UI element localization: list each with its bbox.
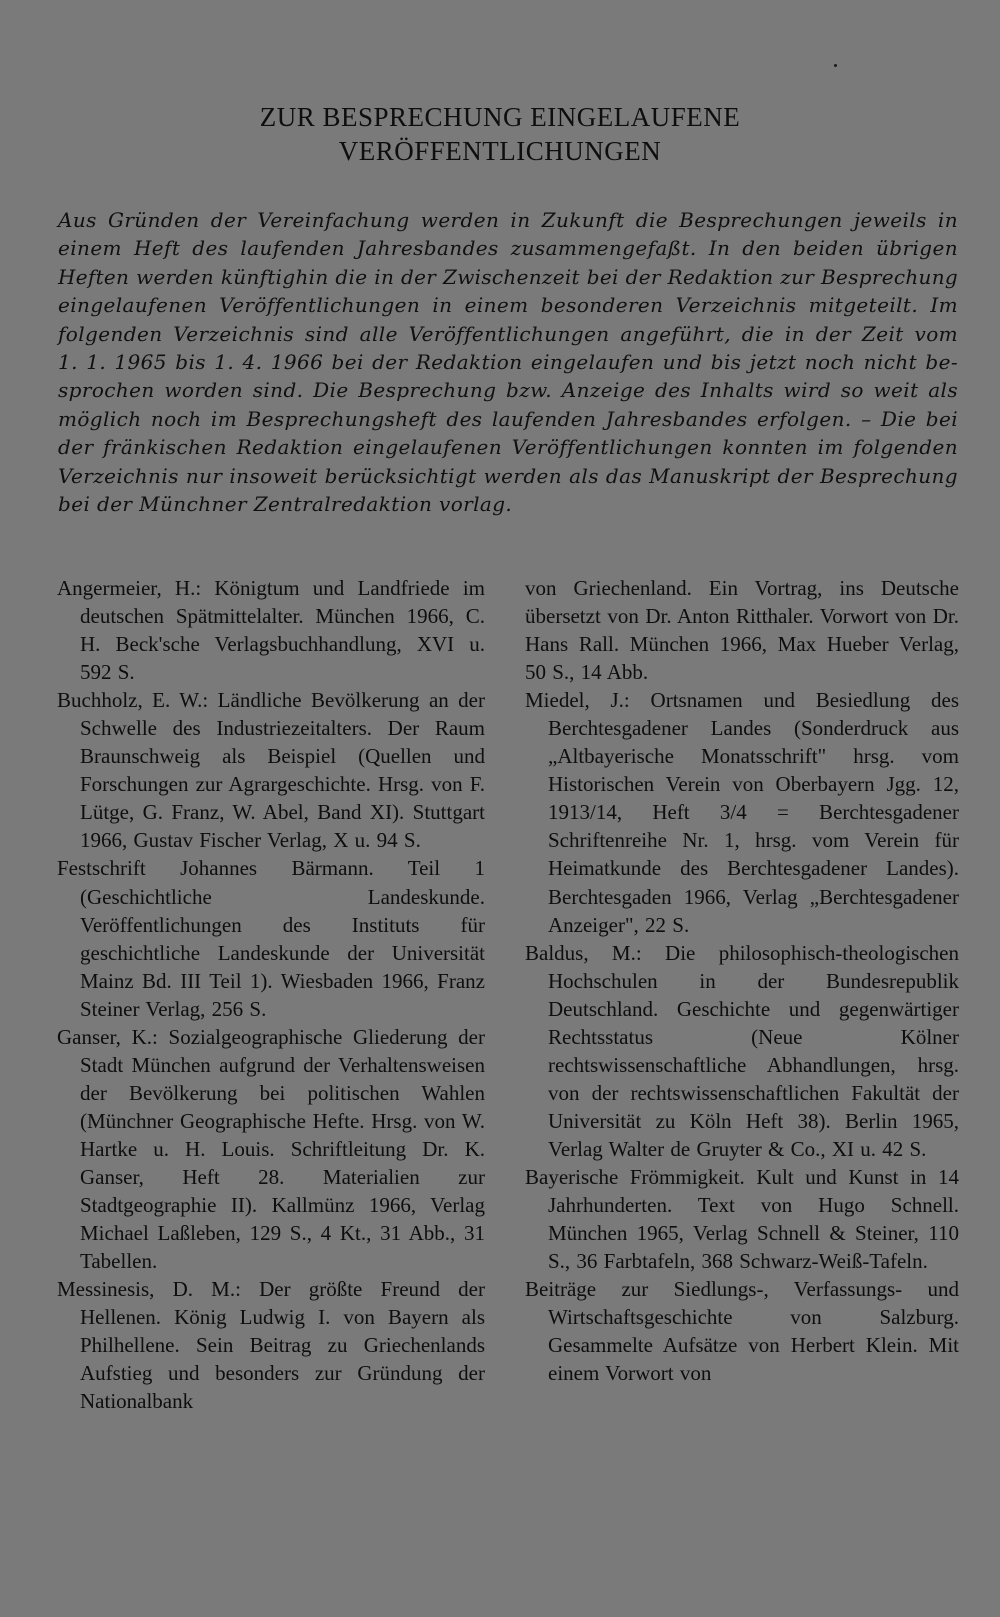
intro-line: 1. 1. 1965 bis 1. 4. 1966 bei der Redaktion eingelaufen und bis jetzt noch nicht be- (58, 349, 958, 374)
intro-paragraph (58, 206, 958, 518)
right-column (525, 574, 959, 1387)
intro-line: folgenden Verzeichnis sind alle Veröffentlichungen angeführt, die in der Zeit vom (58, 321, 958, 346)
bibliography-entry: Miedel, J.: Ortsnamen und Besiedlung des Berchtesgadener Landes (Sonderdruck aus „Altbayerische Monatsschrift" hrsg. vom Historischen Verein von Oberbayern Jgg. 12, 1913/14, Heft 3/4 = Berchtesgadener Schriftenreihe Nr. 1, hrsg. vom Verein für Heimatkunde des Berchtesgadener Landes). Berchtesgaden 1966, Verlag „Berchtesgadener Anzeiger", 22 S. (525, 688, 959, 937)
left-column (57, 574, 485, 1415)
bibliography-entry: Beiträge zur Siedlungs-, Verfassungs- und Wirtschaftsgeschichte von Salzburg. Gesammelte Aufsätze von Herbert Klein. Mit einem Vorwort von (525, 1277, 959, 1386)
intro-line: Heften werden künftighin die in der Zwischenzeit bei der Redaktion zur Besprechung (58, 264, 958, 289)
bibliography-entry-continued: von Griechenland. Ein Vortrag, ins Deutsche übersetzt von Dr. Anton Ritthaler. Vorwort von Dr. Hans Rall. München 1966, Max Hueber Verlag, 50 S., 14 Abb. (525, 576, 959, 685)
intro-line: der fränkischen Redaktion eingelaufenen Veröffentlichungen konnten im folgenden (58, 435, 958, 460)
intro-line: Verzeichnis nur insoweit berücksichtigt werden als das Manuskript der Besprechung (58, 463, 958, 488)
intro-line: eingelaufenen Veröffentlichungen in einem besonderen Verzeichnis mitgeteilt. Im (58, 293, 958, 318)
intro-line: möglich noch im Besprechungsheft des laufenden Jahresbandes erfolgen. – Die bei (58, 406, 958, 431)
intro-line: sprochen worden sind. Die Besprechung bzw. Anzeige des Inhalts wird so weit als (58, 378, 958, 403)
bibliography-entry: Messinesis, D. M.: Der größte Freund der Hellenen. König Ludwig I. von Bayern als Philhellene. Sein Beitrag zu Griechenlands Aufstieg und besonders zur Gründung der Nationalbank (57, 1277, 485, 1414)
title-line-2: VERÖFFENTLICHUNGEN (338, 136, 662, 166)
intro-line: Aus Gründen der Vereinfachung werden in Zukunft die Besprechungen jeweils in (58, 208, 958, 232)
bibliography-entry: Festschrift Johannes Bärmann. Teil 1 (Geschichtliche Landeskunde. Veröffentlichungen des Instituts für geschichtliche Landeskunde der Universität Mainz Bd. III Teil 1). Wiesbaden 1966, Franz Steiner Verlag, 256 S. (57, 856, 485, 1021)
print-speck (834, 64, 837, 67)
bibliography-entry: Buchholz, E. W.: Ländliche Bevölkerung an der Schwelle des Industriezeitalters. Der Raum Braunschweig als Beispiel (Quellen und Forschungen zur Agrargeschichte. Hrsg. von F. Lütge, G. Franz, W. Abel, Band XI). Stuttgart 1966, Gustav Fischer Verlag, X u. 94 S. (57, 688, 485, 853)
intro-line: einem Heft des laufenden Jahresbandes zusammengefaßt. In den beiden übrigen (58, 236, 958, 261)
page-title (100, 100, 900, 168)
bibliography-entry: Angermeier, H.: Königtum und Landfriede im deutschen Spätmittelalter. München 1966, C. H. Beck'sche Verlagsbuchhandlung, XVI u. 592 S. (57, 576, 485, 685)
bibliography-entry: Baldus, M.: Die philosophisch-theologischen Hochschulen in der Bundesrepublik Deutschland. Geschichte und gegenwärtiger Rechtsstatus (Neue Kölner rechtswissenschaftliche Abhandlungen, hrsg. von der rechtswissenschaftlichen Fakultät der Universität zu Köln Heft 38). Berlin 1965, Verlag Walter de Gruyter & Co., XI u. 42 S. (525, 940, 959, 1161)
bibliography-entry: Ganser, K.: Sozialgeographische Gliederung der Stadt München aufgrund der Verhaltensweisen der Bevölkerung bei politischen Wahlen (Münchner Geographische Hefte. Hrsg. von W. Hartke u. H. Louis. Schriftleitung Dr. K. Ganser, Heft 28. Materialien zur Stadtgeographie II). Kallmünz 1966, Verlag Michael Laßleben, 129 S., 4 Kt., 31 Abb., 31 Tabellen. (57, 1024, 485, 1274)
title-line-1: ZUR BESPRECHUNG EINGELAUFENE (259, 102, 741, 132)
bibliography-entry: Bayerische Frömmigkeit. Kult und Kunst in 14 Jahrhunderten. Text von Hugo Schnell. München 1965, Verlag Schnell & Steiner, 110 S., 36 Farbtafeln, 368 Schwarz-Weiß-Tafeln. (525, 1164, 959, 1274)
intro-line: bei der Münchner Zentralredaktion vorlag. (58, 491, 513, 516)
